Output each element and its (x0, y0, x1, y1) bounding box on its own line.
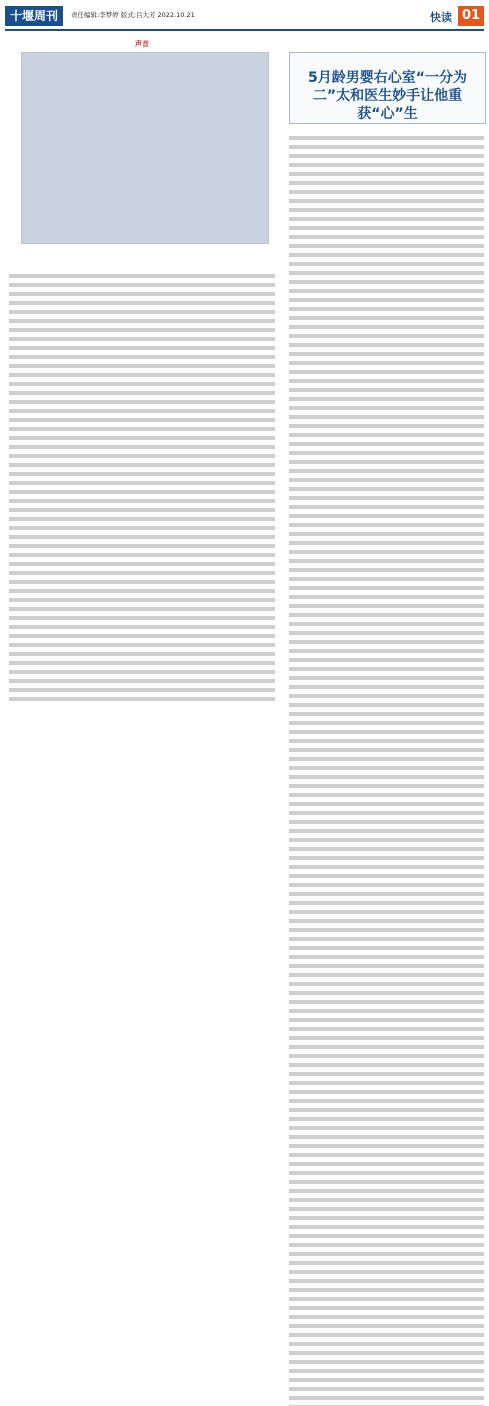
section-label: 快读 (430, 11, 452, 24)
paper-brand: 十堰周刊 (5, 6, 63, 26)
masthead-rule (5, 29, 484, 31)
headline-box (289, 52, 486, 124)
masthead (5, 6, 484, 28)
column-tag: 声音 (135, 40, 149, 48)
page-number: 01 (458, 6, 484, 26)
article-photo (21, 52, 269, 244)
photo-caption-placeholder (22, 249, 268, 261)
right-column (289, 38, 484, 698)
left-body-text-placeholder (9, 274, 275, 706)
headline: 5月龄男婴右心室“一分为二”太和医生妙手让他重获“心”生 (308, 70, 467, 122)
left-column (9, 38, 275, 698)
editor-line: 责任编辑:李梦婷 版式:吕大芳 2022.10.21 (71, 11, 195, 19)
right-body-text-placeholder (289, 136, 484, 1406)
